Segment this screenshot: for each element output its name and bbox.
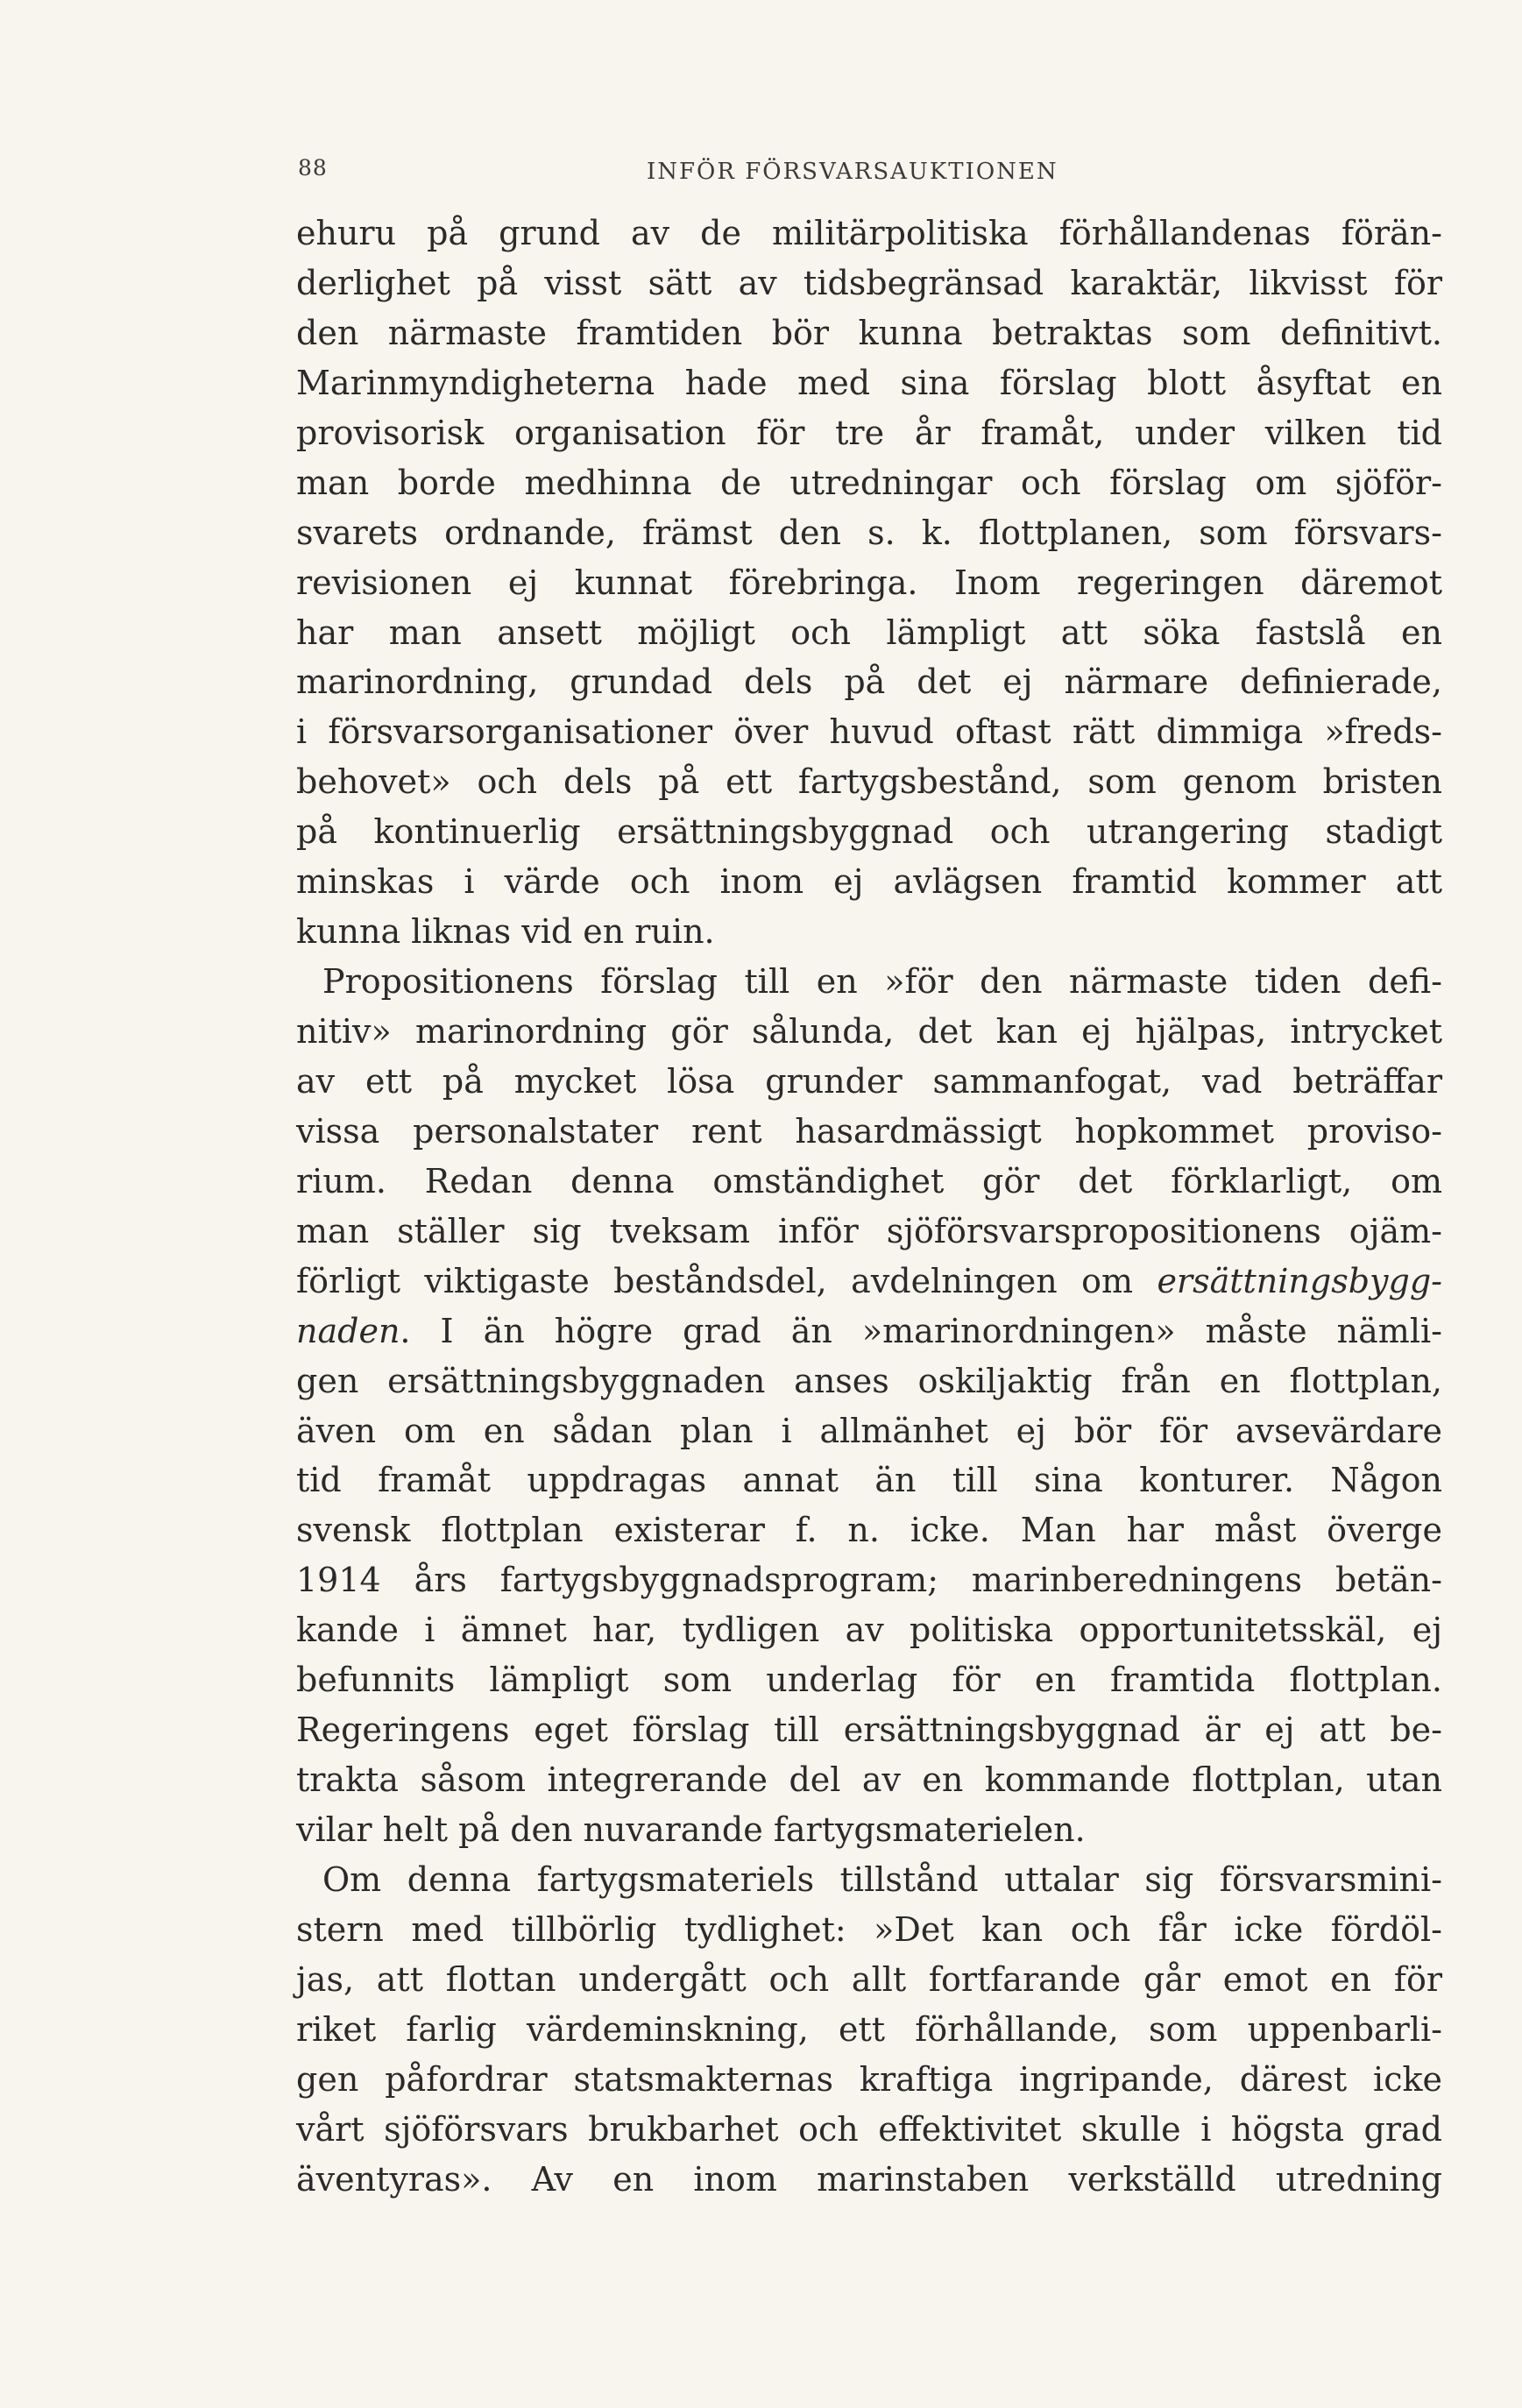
text-line: svarets ordnande, främst den s. k. flottplanen, som försvars- [296,513,1442,552]
text-line: gen ersättningsbyggnaden anses oskiljaktig från en flottplan, [296,1361,1442,1400]
text-line: ehuru på grund av de militärpolitiska förhållandenas förän- [296,214,1442,252]
text-line: kunna liknas vid en ruin. [296,912,715,952]
text-line: stern med tillbörlig tydlighet: »Det kan och får icke fördöl- [296,1909,1442,1949]
text-line: Marinmyndigheterna hade med sina förslag blott åsyftat en [296,363,1442,402]
text-line: vissa personalstater rent hasardmässigt hopkommet proviso- [296,1111,1442,1151]
text-line: riket farlig värdeminskning, ett förhållande, som uppenbarli- [296,2009,1442,2049]
text-line: i försvarsorganisationer över huvud oftast rätt dimmiga »freds- [296,712,1442,752]
text-line [296,1257,1442,1307]
italic-term: naden [296,1311,400,1350]
body-text [296,209,1442,2205]
text-line: Regeringens eget förslag till ersättningsbyggnad är ej att be- [296,1710,1442,1750]
text-line: jas, att flottan undergått och allt fortfarande går emot en för [296,1959,1442,1999]
text-line: den närmaste framtiden bör kunna betraktas som definitivt. [296,313,1442,352]
text-line: trakta såsom integrerande del av en kommande flottplan, utan [296,1760,1442,1800]
text-line: minskas i värde och inom ej avlägsen framtid kommer att [296,862,1442,902]
text-line [296,1307,1442,1356]
text-line: vilar helt på den nuvarande fartygsmaterielen. [296,1810,1086,1849]
text-line: derlighet på visst sätt av tidsbegränsad karaktär, likvisst för [296,263,1442,302]
italic-term: ersättningsbygg- [1157,1261,1442,1300]
text-line: av ett på mycket lösa grunder sammanfogat, vad beträffar [296,1061,1442,1101]
text-line: revisionen ej kunnat förebringa. Inom regeringen däremot [296,563,1442,602]
text-line: behovet» och dels på ett fartygsbestånd, som genom bristen [296,762,1442,802]
text-line: på kontinuerlig ersättningsbyggnad och utrangering stadigt [296,812,1442,852]
text-line: har man ansett möjligt och lämpligt att söka fastslå en [296,613,1442,652]
text-line: marinordning, grundad dels på det ej närmare definierade, [296,662,1442,702]
text-line: svensk flottplan existerar f. n. icke. Man har måst överge [296,1511,1442,1550]
text-line: gen påfordrar statsmakternas kraftiga ingripande, därest icke [296,2059,1442,2099]
text-line: rium. Redan denna omständighet gör det förklarligt, om [296,1161,1442,1200]
text-line: även om en sådan plan i allmänhet ej bör för avsevärdare [296,1411,1442,1450]
text-line: man ställer sig tveksam inför sjöförsvarspropositionens ojäm- [296,1211,1442,1250]
text-line: Om denna fartygsmateriels tillstånd uttalar sig försvarsmini- [322,1859,1442,1899]
text-line: nitiv» marinordning gör sålunda, det kan ej hjälpas, intrycket [296,1012,1442,1051]
page-header [298,155,1455,190]
text-line: befunnits lämpligt som underlag för en framtida flottplan. [296,1661,1442,1700]
text-line: äventyras». Av en inom marinstaben verkställd utredning [296,2159,1442,2199]
text-line: Propositionens förslag till en »för den närmaste tiden defi- [322,962,1442,1002]
text-line-part: förligt viktigaste beståndsdel, avdelningen om [296,1261,1157,1300]
running-head: INFÖR FÖRSVARSAUKTIONEN [647,159,1058,185]
text-line: vårt sjöförsvars brukbarhet och effektivitet skulle i högsta grad [296,2109,1442,2149]
text-line: man borde medhinna de utredningar och förslag om sjöför- [296,463,1442,502]
text-line: kande i ämnet har, tydligen av politiska opportunitetsskäl, ej [296,1611,1442,1650]
text-line-part: . I än högre grad än »marinordningen» måste nämli- [400,1311,1442,1350]
page-number: 88 [298,155,328,181]
text-line: provisorisk organisation för tre år framåt, under vilken tid [296,413,1442,452]
text-line: 1914 års fartygsbyggnadsprogram; marinberedningens betän- [296,1561,1442,1600]
text-line: tid framåt uppdragas annat än till sina konturer. Någon [296,1461,1442,1500]
